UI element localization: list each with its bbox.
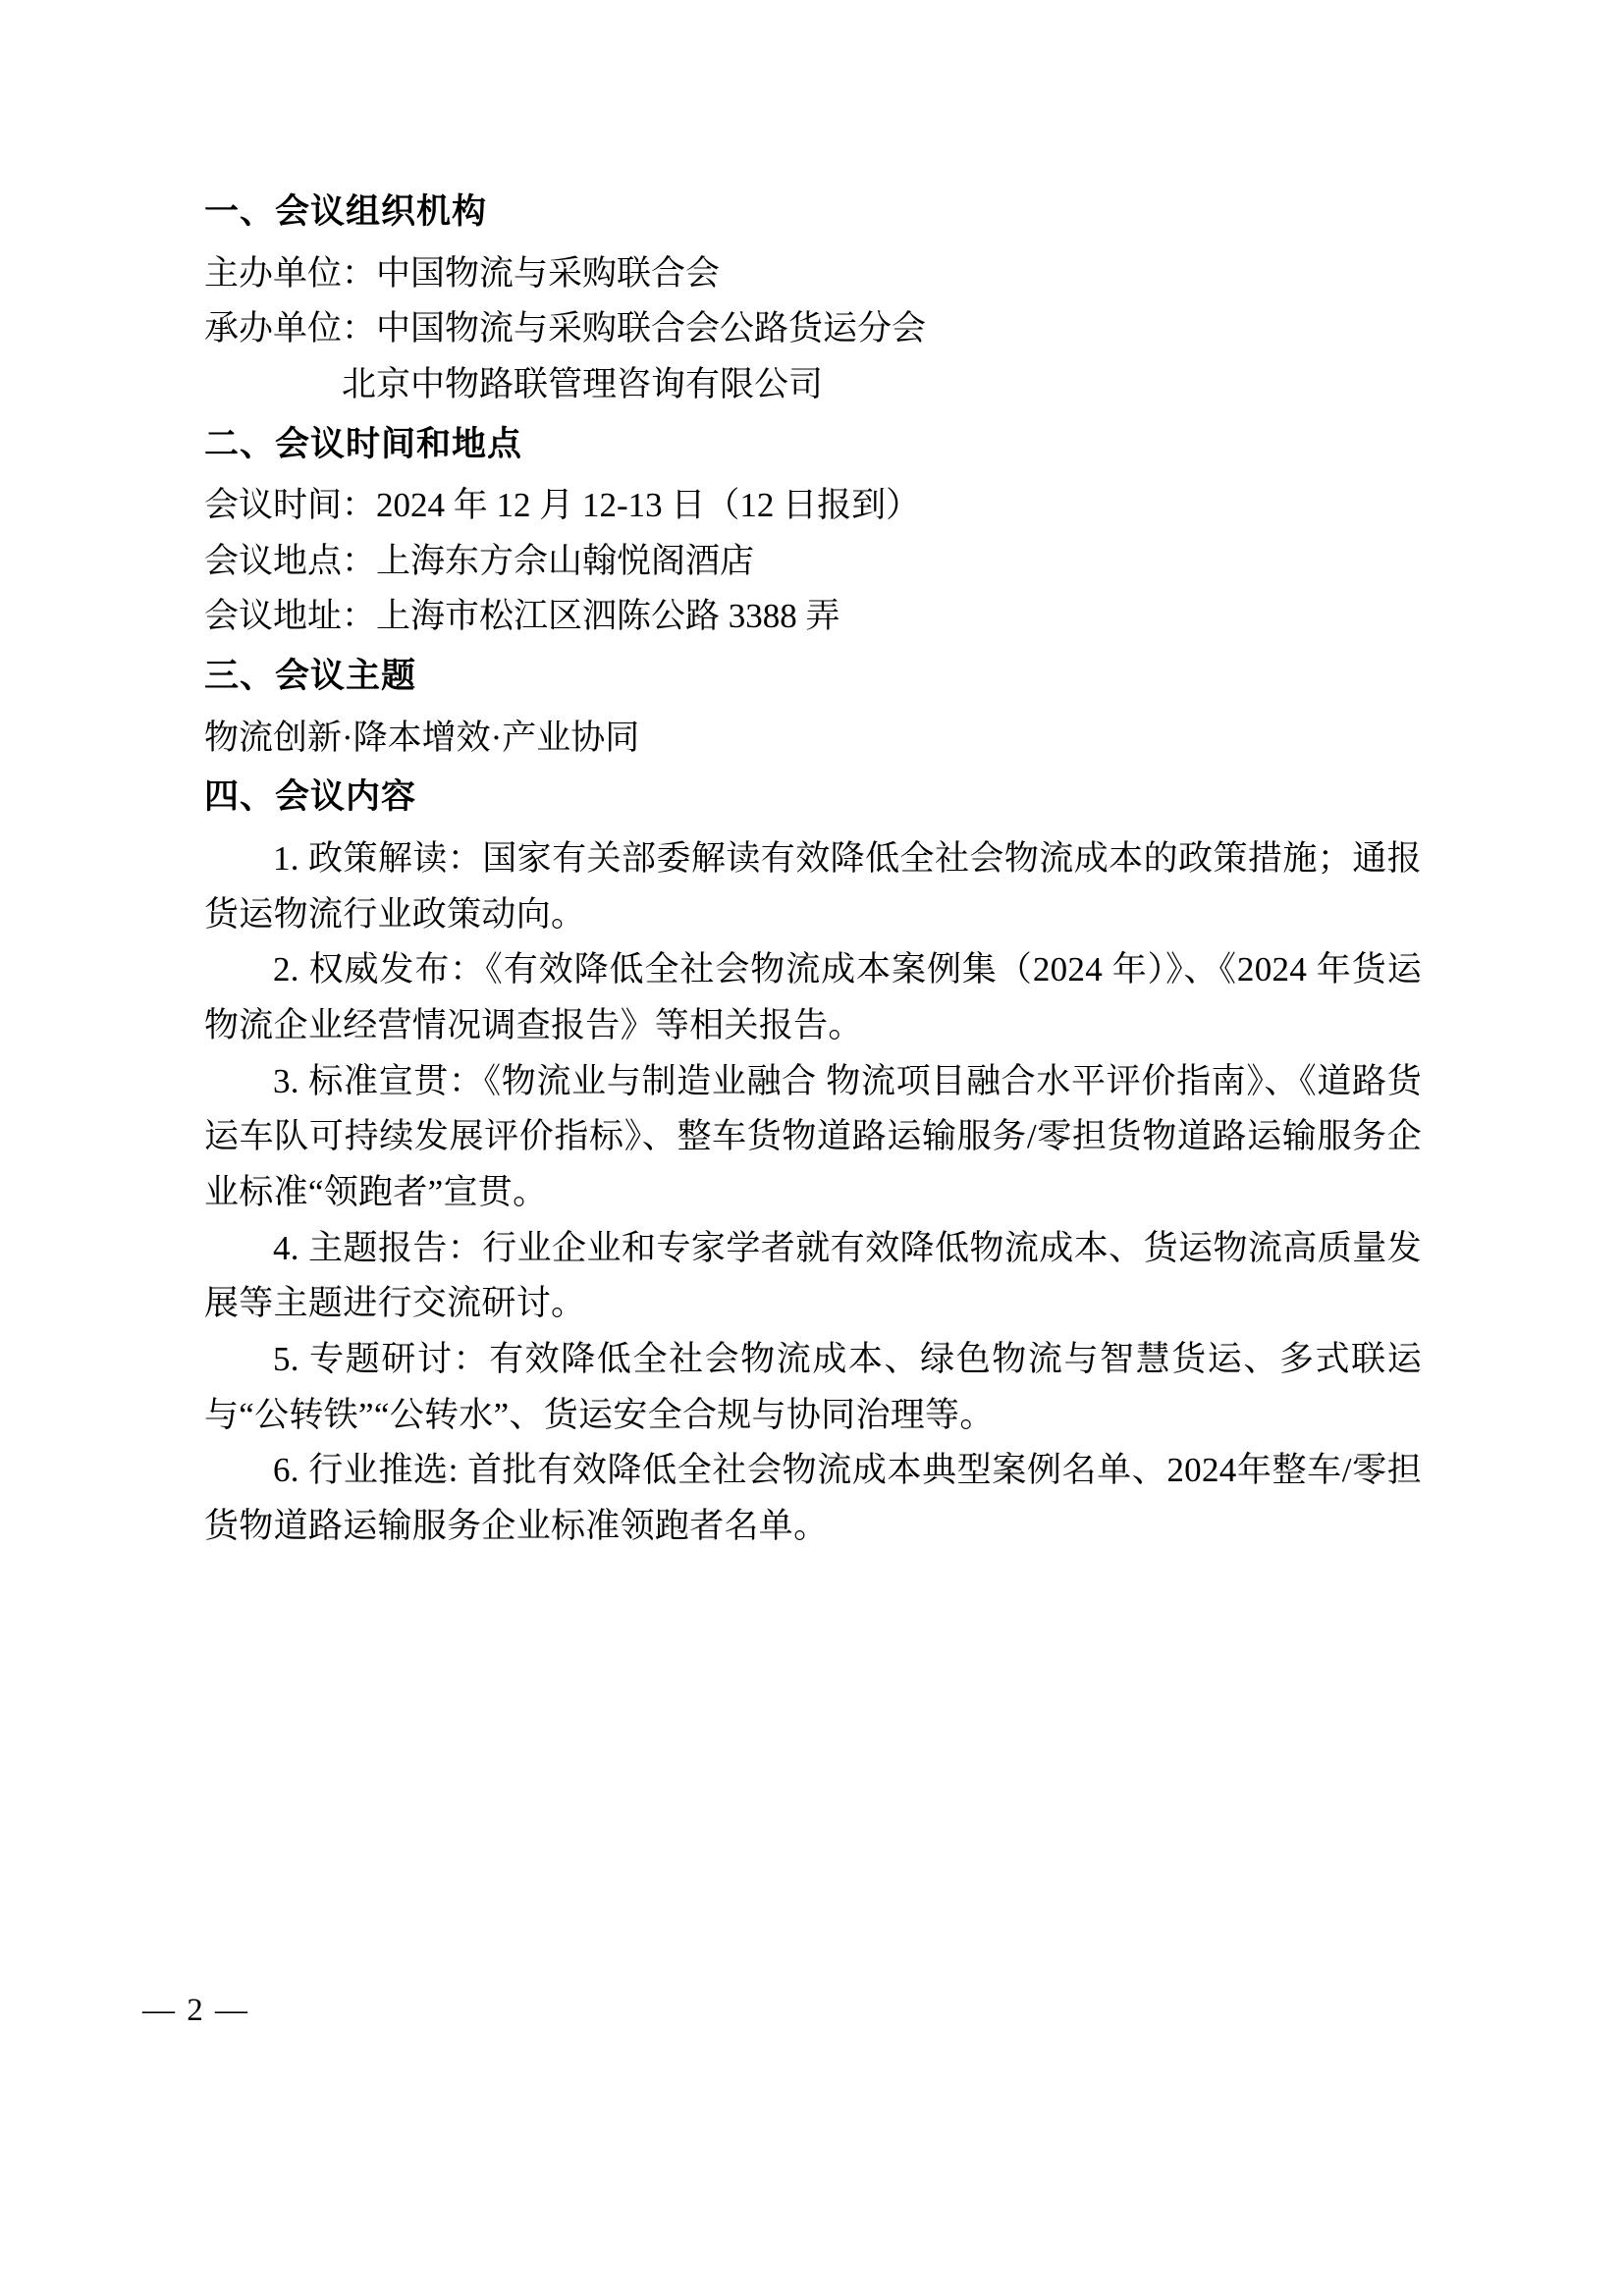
content-item-5: 5. 专题研讨：有效降低全社会物流成本、绿色物流与智慧货运、多式联运与“公转铁”“公转水”、货运安全合规与协同治理等。	[204, 1340, 1422, 1434]
section-meeting-time-place	[204, 419, 1422, 646]
section-heading: 一、会议组织机构	[204, 192, 488, 232]
content-item-1: 1. 政策解读：国家有关部委解读有效降低全社会物流成本的政策措施；通报货运物流行业政策动向。	[204, 838, 1422, 934]
meeting-time-line: 会议时间：2024 年 12 月 12-13 日（12 日报到）	[204, 486, 921, 525]
organizer-undertaker-line-2: 北京中物路联管理咨询有限公司	[342, 364, 824, 403]
section-heading: 三、会议主题	[204, 657, 417, 697]
organizer-host-line: 主办单位：中国物流与采购联合会	[204, 253, 721, 293]
section-heading: 四、会议内容	[204, 777, 417, 818]
document-body	[204, 187, 1422, 1555]
content-item-4: 4. 主题报告：行业企业和专家学者就有效降低物流成本、货运物流高质量发展等主题进行交流研讨。	[204, 1228, 1422, 1323]
content-item-6: 6. 行业推选: 首批有效降低全社会物流成本典型案例名单、2024年整车/零担货物道路运输服务企业标准领跑者名单。	[204, 1451, 1422, 1546]
section-meeting-organizers	[204, 187, 1422, 413]
section-heading: 二、会议时间和地点	[204, 424, 523, 464]
page-number: — 2 —	[142, 1993, 249, 2028]
section-meeting-content	[204, 772, 1422, 1554]
meeting-theme-line: 物流创新·降本增效·产业协同	[204, 718, 640, 757]
meeting-venue-line: 会议地点：上海东方佘山翰悦阁酒店	[204, 541, 755, 580]
organizer-undertaker-line: 承办单位：中国物流与采购联合会公路货运分会	[204, 309, 927, 348]
content-item-3: 3. 标准宣贯：《物流业与制造业融合 物流项目融合水平评价指南》、《道路货运车队可持续发展评价指标》、整车货物道路运输服务/零担货物道路运输服务企业标准“领跑者”宣贯。	[204, 1061, 1422, 1211]
section-meeting-theme	[204, 651, 1422, 766]
meeting-address-line: 会议地址：上海市松江区泗陈公路 3388 弄	[204, 597, 840, 636]
content-item-2: 2. 权威发布：《有效降低全社会物流成本案例集（2024 年）》、《2024 年货运物流企业经营情况调查报告》等相关报告。	[204, 950, 1422, 1044]
